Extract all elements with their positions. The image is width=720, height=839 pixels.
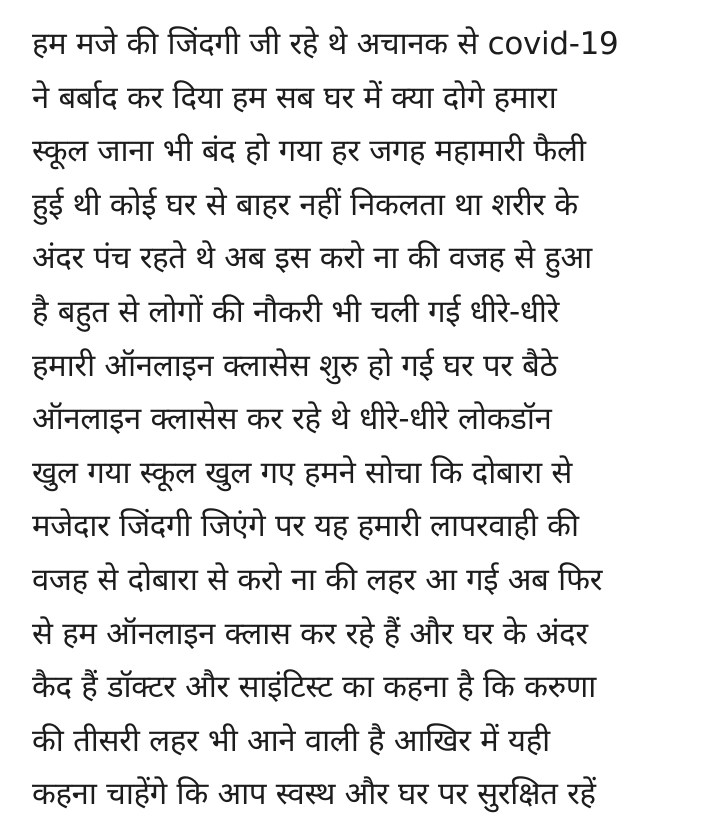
text-line: से हम ऑनलाइन क्लास कर रहे हैं और घर के अंदर [32,615,588,652]
text-line: हम मजे की जिंदगी जी रहे थे अचानक से covid-19 [32,26,619,62]
text-line: खुल गया स्कूल खुल गए हमने सोचा कि दोबारा से [32,454,573,491]
text-line: मजेदार जिंदगी जिएंगे पर यह हमारी लापरवाही की [32,508,579,545]
text-line: वजह से दोबारा से करो ना की लहर आ गई अब फिर [32,561,603,598]
text-line: अंदर पंच रहते थे अब इस करो ना की वजह से हुआ [32,240,592,277]
text-line: हुई थी कोई घर से बाहर नहीं निकलता था शरीर के [32,186,578,223]
text-line: ऑनलाइन क्लासेस कर रहे थे धीरे-धीरे लोकडॉन [32,401,552,438]
text-line: हमारी ऑनलाइन क्लासेस शुरु हो गई घर पर बैठे [32,347,558,384]
text-line: कहना चाहेंगे कि आप स्वस्थ और घर पर सुरक्षित रहें [32,776,596,813]
text-line: कैद हैं डॉक्टर और साइंटिस्ट का कहना है कि करुणा [32,669,596,706]
text-line: ने बर्बाद कर दिया हम सब घर में क्या दोगे हमारा [32,79,557,116]
text-line: है बहुत से लोगों की नौकरी भी चली गई धीरे-धीरे [32,293,560,330]
text-line: की तीसरी लहर भी आने वाली है आखिर में यही [32,722,550,759]
text-line: स्कूल जाना भी बंद हो गया हर जगह महामारी फैली [32,133,586,170]
